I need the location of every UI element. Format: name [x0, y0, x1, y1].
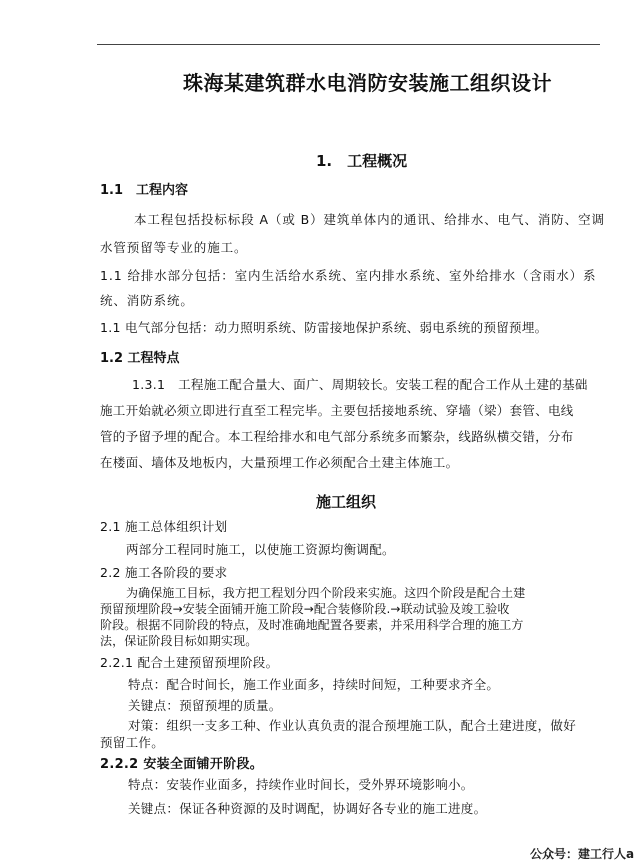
section-2-1-heading: 2.1 施工总体组织计划	[100, 519, 228, 534]
section-2-2-2-key-point: 关键点：保证各种资源的及时调配，协调好各专业的施工进度。	[128, 801, 487, 816]
section-2-2-paragraph-line: 预留预埋阶段→安装全面铺开施工阶段→配合装修阶段.→联动试验及竣工验收	[100, 602, 510, 616]
section-1-1-paragraph-line: 水管预留等专业的施工。	[100, 240, 248, 255]
section-1-2-paragraph-line: 施工开始就必须立即进行直至工程完毕。主要包括接地系统、穿墙（梁）套管、电线	[100, 403, 574, 418]
section-2-1-text: 两部分工程同时施工，以使施工资源均衡调配。	[126, 542, 395, 557]
section-1-2-paragraph-line: 1.3.1 工程施工配合量大、面广、周期较长。安装工程的配合工作从土建的基础	[132, 377, 588, 392]
header-rule	[97, 44, 600, 45]
section-1-1-heading: 1.1 工程内容	[100, 183, 189, 198]
section-2-2-paragraph-line: 阶段。根据不同阶段的特点，及时准确地配置各要素，并采用科学合理的施工方	[100, 618, 524, 632]
section-2-2-1-key-point: 关键点：预留预埋的质量。	[128, 698, 282, 713]
section-2-heading: 施工组织	[316, 493, 377, 511]
section-1-2-paragraph-line: 在楼面、墙体及地板内，大量预埋工作必须配合土建主体施工。	[100, 455, 459, 470]
section-2-2-2-heading: 2.2.2 安装全面铺开阶段。	[100, 757, 264, 772]
section-2-2-heading: 2.2 施工各阶段的要求	[100, 565, 228, 580]
section-2-2-1-measure-line: 预留工作。	[100, 735, 165, 750]
section-1-1-paragraph-line: 本工程包括投标标段 A（或 B）建筑单体内的通讯、给排水、电气、消防、空调	[134, 212, 605, 227]
section-1-2-paragraph-line: 管的予留予埋的配合。本工程给排水和电气部分系统多而繁杂，线路纵横交错，分布	[100, 429, 574, 444]
section-1-heading: 1. 工程概况	[316, 152, 408, 170]
section-2-2-1-heading: 2.2.1 配合土建预留预埋阶段。	[100, 655, 279, 670]
electrical-item-line: 1.1 电气部分包括：动力照明系统、防雷接地保护系统、弱电系统的预留预埋。	[100, 320, 548, 335]
section-2-2-2-features: 特点：安装作业面多，持续作业时间长，受外界环境影响小。	[128, 777, 474, 792]
document-title: 珠海某建筑群水电消防安装施工组织设计	[183, 71, 552, 95]
section-2-2-paragraph-line: 为确保施工目标，我方把工程划分四个阶段来实施。这四个阶段是配合土建	[126, 586, 526, 600]
section-2-2-1-measure-line: 对策：组织一支多工种、作业认真负责的混合预埋施工队，配合土建进度，做好	[128, 718, 577, 733]
section-1-2-heading: 1.2 工程特点	[100, 351, 180, 366]
section-2-2-1-features: 特点：配合时间长，施工作业面多，持续时间短，工种要求齐全。	[128, 677, 500, 692]
section-2-2-paragraph-line: 法，保证阶段目标如期实现。	[100, 634, 258, 648]
water-supply-item-line: 1.1 给排水部分包括：室内生活给水系统、室内排水系统、室外给排水（含雨水）系	[100, 268, 597, 283]
watermark-text: 公众号：建工行人a	[530, 847, 635, 861]
water-supply-item-line: 统、消防系统。	[100, 293, 194, 308]
